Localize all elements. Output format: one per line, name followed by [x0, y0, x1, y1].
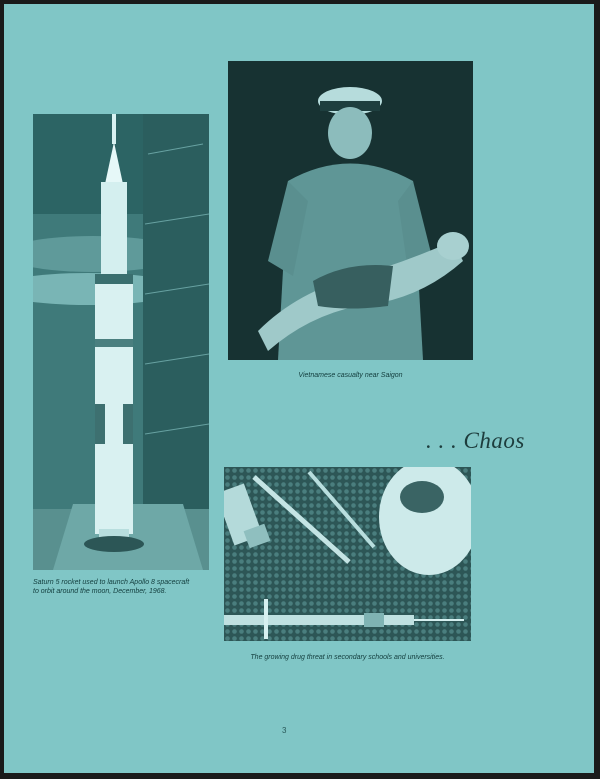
rocket-photo-caption — [33, 578, 233, 596]
drug-photo — [224, 467, 471, 641]
drug-caption-text: The growing drug threat in secondary schools and universities. — [250, 654, 445, 661]
page-number: 3 — [282, 726, 287, 735]
rocket-photo — [33, 114, 209, 570]
rocket-caption-line1: Saturn 5 rocket used to launch Apollo 8 spacecraft — [33, 579, 190, 586]
drug-photo-caption — [224, 653, 471, 662]
soldier-photo — [228, 61, 473, 360]
chaos-heading: . . . Chaos — [426, 428, 525, 453]
rocket-caption-line2: to orbit around the moon, December, 1968. — [33, 588, 167, 595]
yearbook-page — [4, 4, 594, 773]
soldier-caption-text: Vietnamese casualty near Saigon — [298, 372, 403, 379]
soldier-photo-caption — [228, 371, 473, 380]
